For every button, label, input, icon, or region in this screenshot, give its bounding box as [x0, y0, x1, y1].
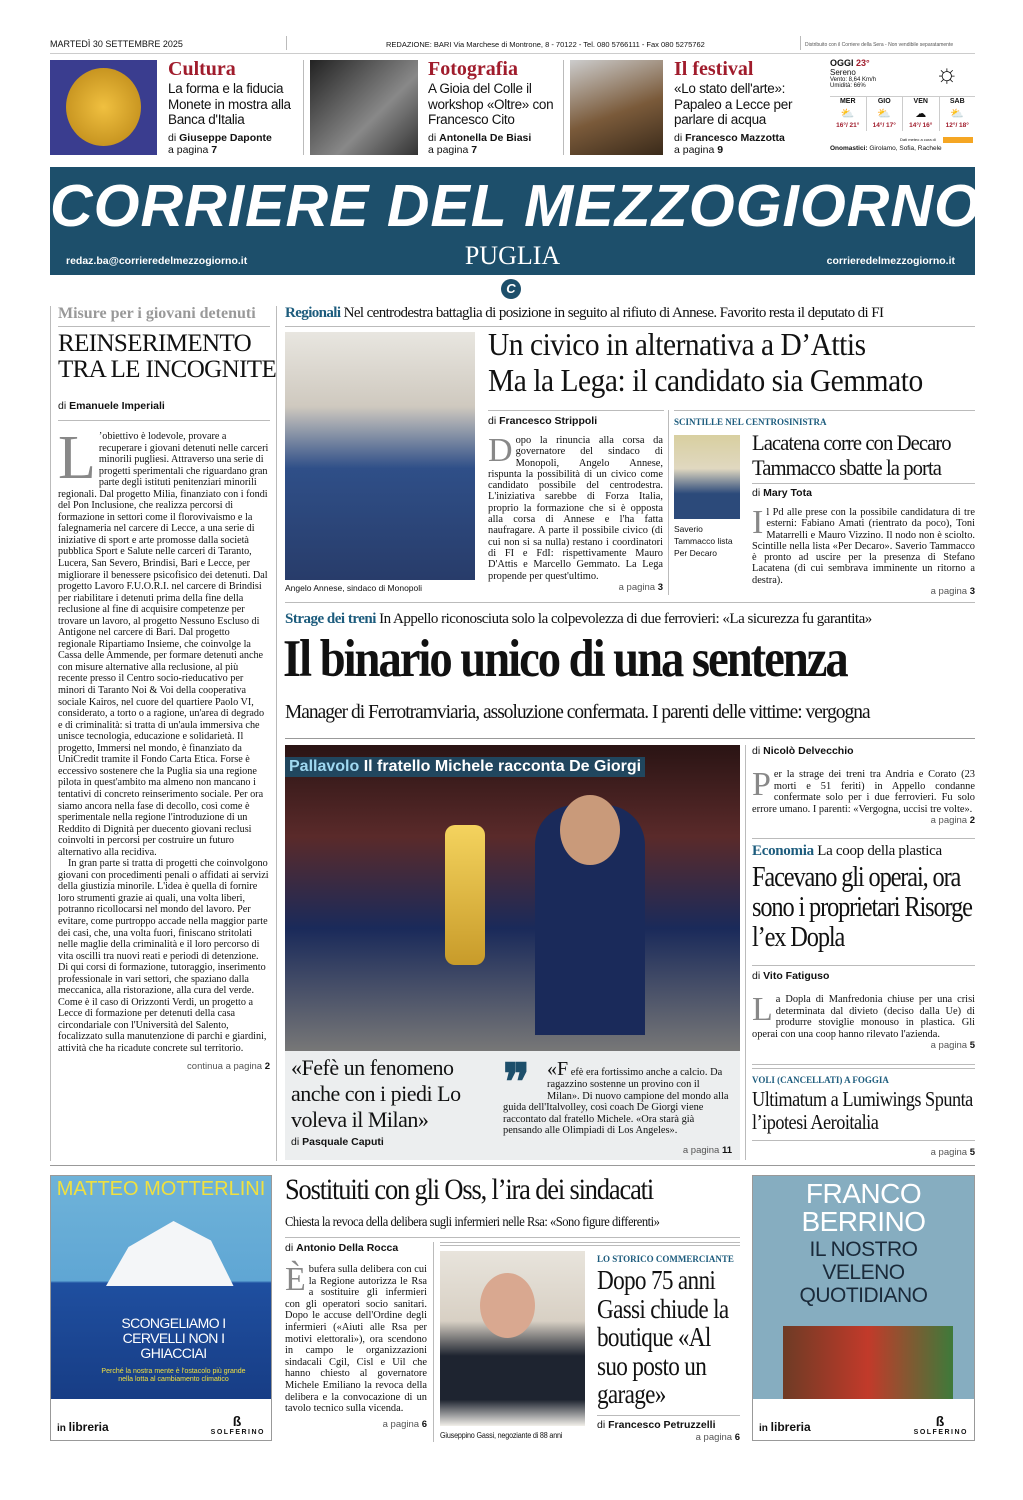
headline-line: Un civico in alternativa a D’Attis — [488, 326, 866, 362]
forecast-temp: 16°/ 21° — [836, 122, 860, 129]
page-ref-label: a pagina — [168, 143, 209, 156]
teaser-title: A Gioia del Colle il workshop «Oltre» con Francesco Cito — [428, 81, 554, 127]
forecast-day: GIO — [877, 98, 891, 105]
page-ref[interactable]: 3 — [969, 586, 975, 598]
page-ref: 7 — [211, 143, 218, 156]
article-body: In gran parte si tratta di progetti che coinvolgono giovani con procedimenti penali o affidati ai servizi della giustizia minorile. L'idea è quella di fornire loro strumenti grazie ai quali, una volta liberi, potranno ricollocarsi nel mondo del lavoro. Per evitare, come purtroppo accade nella maggior parte dei casi, che, una volta fuori, finiscano stritolati nelle maglie della criminalità e il loro percorso di vita oscilli tra nuovi reati e periodi di detenzione. Di qui corsi di formazione, tutoraggio, inserimento professionale in vari settori, che spaziano dalla meccanica, alla ristorazione, alla cura del verde. Come è il caso di Orizzonti Verdi, un progetto a Lecce di formazione per detenuti della casa circondariale con l'Università del Salento, focalizzato sulla manutenzione di parchi e giardini, attività che ha ricadute concrete sul territorio. — [58, 858, 269, 1054]
teaser-author: Giuseppe Daponte — [179, 131, 272, 144]
oss-article — [285, 1242, 427, 1430]
page-ref-label: a pagina — [674, 143, 715, 156]
page-ref[interactable]: 5 — [969, 1147, 975, 1158]
corriere-logo-icon: C — [501, 279, 521, 299]
teaser-title: «Lo stato dell'arte»: Papaleo a Lecce per parlare di acqua — [674, 81, 793, 127]
section-kicker: Strage dei treni — [285, 611, 376, 627]
forecast-day: VEN — [913, 98, 928, 105]
issue-date: MARTEDÌ 30 SETTEMBRE 2025 — [50, 39, 183, 49]
strage-article — [752, 745, 975, 826]
ad-author: FRANCO BERRINO — [801, 1178, 926, 1237]
page-ref[interactable]: 2 — [969, 815, 975, 827]
deck-text: Il fratello Michele racconta De Giorgi — [363, 758, 642, 775]
by-prefix: di — [752, 745, 761, 757]
edition-name: PUGLIA — [464, 241, 561, 270]
article-body: opo la rinuncia alla corsa da governatore del sindaco di Monopoli, Angelo Annese, rispunta la possibilità di un civico come candidato possibile del centrodestra. L'iniziativa sarebbe di Forza Italia, proprio la formazione che si è opposta alla corsa di Annese e l'ha fatta naufragare. A parte il possibile civico (di cui non si sa nulla) restano i coordinatori di FI e FdI: rispettivamente Mauro D'Attis e Marcello Gemmato. La Lega propende per quest'ultimo. — [488, 435, 663, 582]
regionali-headline[interactable] — [488, 326, 923, 398]
page-ref-label: a pagina — [930, 815, 968, 827]
weather-provider-logo — [943, 137, 973, 143]
article-author: Francesco Petruzzelli — [608, 1419, 716, 1431]
weather-source: Dati meteo a cura di — [900, 137, 936, 142]
annese-photo — [285, 332, 475, 580]
economia-deck — [752, 843, 942, 860]
photo-caption: Angelo Annese, sindaco di Monopoli — [285, 583, 423, 593]
weather-today-label: OGGI — [830, 58, 854, 68]
by-prefix: di — [291, 1136, 300, 1148]
gassi-photo — [440, 1251, 585, 1426]
forecast-day: SAB — [949, 98, 965, 105]
solferino-logo-icon: ß — [232, 1413, 243, 1429]
ad-libreria-label: libreria — [770, 1420, 811, 1434]
teaser-author: Francesco Mazzotta — [685, 131, 785, 144]
article-kicker: Misure per i giovani detenuti — [58, 305, 256, 322]
cloudy-drizzle-icon: ⛅ — [877, 108, 892, 120]
page-ref-label: a pagina — [930, 1147, 968, 1158]
deck-text: In Appello riconosciuta solo la colpevolezza di due ferrovieri: «La sicurezza fu garantita» — [379, 611, 872, 627]
section-kicker: LO STORICO COMMERCIANTE — [597, 1254, 734, 1264]
by-prefix: di — [168, 131, 177, 144]
scintille-headline[interactable] — [752, 430, 951, 480]
by-prefix: di — [752, 970, 761, 982]
page-ref-label: a pagina — [618, 581, 656, 593]
onomastici: Girolamo, Sofia, Rachele — [869, 145, 942, 152]
page-ref-label: a pagina — [428, 143, 469, 156]
article-title: TRA LE INCOGNITE — [58, 356, 277, 383]
page-ref-label: a pagina — [930, 586, 968, 598]
vegetables-illustration — [783, 1326, 953, 1399]
page-ref[interactable]: 6 — [734, 1432, 740, 1443]
economia-headline[interactable]: Facevano gli operai, ora sono i proprietari Risorge l’ex Dopla — [752, 862, 972, 953]
by-prefix: di — [674, 131, 683, 144]
forecast-temp: 14°/ 17° — [872, 122, 896, 129]
regionali-article — [488, 415, 663, 593]
headline-line: Tammacco sbatte la porta — [752, 455, 942, 480]
main-subheadline: Manager di Ferrotramviaria, assoluzione confermata. I parenti delle vittime: vergogna — [285, 701, 870, 723]
papaleo-photo — [570, 60, 663, 155]
section-kicker: Economia — [752, 843, 814, 859]
article-author: Nicolò Delvecchio — [763, 745, 854, 757]
main-headline[interactable]: Il binario unico di una sentenza — [283, 630, 847, 688]
quote-box — [285, 1051, 740, 1160]
weather-humidity: Umidità: 66% — [830, 83, 866, 89]
ad-publisher: SOLFERINO — [913, 1429, 968, 1436]
by-prefix: di — [285, 1242, 294, 1254]
regionali-deck — [285, 305, 975, 322]
teaser-kicker: Il festival — [674, 58, 754, 80]
quote-marks-icon: ❞ — [503, 1059, 530, 1095]
article-author: Vito Fatiguso — [763, 970, 830, 982]
drop-cap: I — [752, 504, 764, 541]
article-body: l Pd alle prese con la possibile candidatura di tre esterni: Fabiano Amati (rientrato da poco), Toni Matarrelli e Mauro Vizzino. Il nodo non è sciolto. Scintille nella lista «Per Decaro». Saverio Tammacco è pronto ad uscire per la presenza di Stefano Lacatena (di cui sembrava imminente un ritorno a destra). — [752, 507, 975, 586]
weather-today-temp: 23° — [856, 58, 870, 68]
ad-book-title: SCONGELIAMO I CERVELLI NON I GHIACCIAI — [121, 1315, 226, 1361]
ad-in-label: in — [759, 1423, 768, 1434]
forecast-temp: 12°/ 18° — [945, 122, 969, 129]
ad-publisher: SOLFERINO — [210, 1429, 265, 1436]
headline-line: Lacatena corre con Decaro — [752, 430, 951, 455]
drop-cap: L — [752, 991, 773, 1028]
de-giorgi-photo — [285, 745, 740, 1051]
book-ad-berrino[interactable] — [752, 1175, 975, 1441]
headline-line: Ma la Lega: il candidato sia Gemmato — [488, 362, 923, 398]
deck-text: Nel centrodestra battaglia di posizione in seguito al rifiuto di Annese. Favorito resta il deputato di FI — [343, 305, 884, 321]
drop-cap: D — [488, 432, 513, 469]
article-author: Mary Tota — [763, 487, 812, 499]
article-body: efè era fortissimo anche a calcio. Da ragazzino sostenne un provino con il Milan». Di nuovo campione del mondo alla guida dell'Italvolley, così coach De Giorgi viene raccontato dal fratello Michele. «Ora starà già pensando alle Olimpiadi di Los Angeles». — [503, 1067, 729, 1136]
ad-book-subtitle: Perché la nostra mente è l'ostacolo più grande nella lotta al cambiamento climatico — [101, 1368, 246, 1383]
teaser-title: La forma e la fiducia Monete in mostra alla Banca d'Italia — [168, 81, 291, 127]
scintille-article — [752, 487, 975, 597]
weather-wind: Vento: 8,64 Km/h — [830, 77, 877, 83]
oss-headline[interactable]: Sostituiti con gli Oss, l’ira dei sindacati — [285, 1173, 654, 1206]
pull-quote[interactable]: «Fefè un fenomeno anche con i piedi Lo voleva il Milan» — [291, 1055, 461, 1132]
article-author: Antonio Della Rocca — [296, 1242, 399, 1254]
drop-cap: È — [285, 1261, 306, 1298]
economia-article — [752, 970, 975, 1051]
page-ref: 7 — [471, 143, 478, 156]
drop-cap: «F — [547, 1058, 569, 1080]
section-kicker: Pallavolo — [289, 758, 360, 775]
sun-icon: ☼ — [935, 58, 959, 88]
article-title: REINSERIMENTO — [58, 330, 252, 357]
rain-cloud-icon: ☁ — [915, 108, 927, 120]
article-body: bufera sulla delibera con cui la Regione autorizza le Rsa a sostituire gli infermieri con gli operatori socio sanitari. Dopo le accuse dell'Ordine degli infermieri («Aiuti alle Rsa per motivi elettorali»), ora scendono in campo le organizzazioni sindacali Cgil, Cisl e Uil che hanno chiesto al governatore Michele Emiliano la revoca della delibera e la convocazione di un tavolo tecnico sulla vicenda. — [285, 1264, 427, 1415]
ad-libreria-label: libreria — [68, 1420, 109, 1434]
photo-caption: Giuseppino Gassi, negoziante di 88 anni — [440, 1431, 563, 1440]
weather-condition: Sereno — [830, 68, 856, 77]
by-prefix: di — [597, 1419, 606, 1431]
ad-author: MATTEO MOTTERLINI — [56, 1178, 266, 1200]
voli-headline[interactable]: Ultimatum a Lumiwings Spunta l’ipotesi Aeroitalia — [752, 1087, 973, 1134]
ad-in-label: in — [57, 1423, 66, 1434]
section-kicker: SCINTILLE NEL CENTROSINISTRA — [674, 417, 827, 427]
distribution-note: Distribuito con il Corriere della Sera - Non vendibile separatamente — [805, 42, 954, 48]
by-prefix: di — [428, 131, 437, 144]
teaser-kicker: Cultura — [168, 58, 236, 80]
ad-book-title: IL NOSTRO VELENO QUOTIDIANO — [799, 1238, 928, 1307]
deck-text: La coop della plastica — [817, 843, 942, 859]
page-ref[interactable]: 11 — [721, 1145, 732, 1156]
section-kicker: VOLI (CANCELLATI) A FOGGIA — [752, 1075, 889, 1085]
onomastici-label: Onomastici: — [830, 145, 868, 152]
oss-deck: Chiesta la revoca della delibera sugli infermieri nelle Rsa: «Sono figure differenti» — [285, 1214, 660, 1229]
editorial-article — [58, 305, 277, 1072]
section-kicker: Regionali — [285, 305, 341, 321]
page-ref-label: a pagina — [382, 1418, 420, 1430]
by-prefix: di — [58, 400, 67, 412]
teaser-fotografia[interactable] — [428, 58, 558, 156]
article-body: er la strage dei treni tra Andria e Corato (23 morti e 51 feriti) in Appello condanne confermate solo per i due ferrovieri. Fu solo errore umano. I parenti: «Vergogna, uccisi tre volte». — [752, 769, 975, 815]
drop-cap: P — [752, 766, 771, 803]
page-ref[interactable]: 2 — [264, 1060, 270, 1072]
redazione-email[interactable]: redaz.ba@corrieredelmezzogiorno.it — [66, 255, 248, 267]
article-author: Pasquale Caputi — [302, 1136, 384, 1148]
page-ref-label: a pagina — [695, 1432, 733, 1443]
by-prefix: di — [488, 415, 497, 427]
page-ref-label: a pagina — [682, 1145, 720, 1156]
page-ref: 9 — [717, 143, 724, 156]
teaser-cultura[interactable] — [168, 58, 298, 156]
teaser-author: Antonella De Biasi — [439, 131, 532, 144]
partly-cloudy-icon: ⛅ — [840, 108, 855, 120]
redazione-info: REDAZIONE: BARI Via Marchese di Montrone, 8 - 70122 - Tel. 080 5766111 - Fax 080 5275762 — [386, 40, 705, 49]
page-ref[interactable]: 6 — [421, 1418, 427, 1430]
article-body: a Dopla di Manfredonia chiuse per una crisi determinata dal divieto (deciso dalla Ue) di produrre stoviglie monouso in plastica. Gli operai con una coop hanno rilevato l'azienda. — [752, 994, 975, 1040]
newspaper-title[interactable]: CORRIERE DEL MEZZOGIORNO — [50, 173, 981, 239]
strage-deck — [285, 611, 975, 628]
page-ref[interactable]: 3 — [657, 581, 663, 593]
weather-box — [830, 58, 975, 155]
partly-cloudy-icon: ⛅ — [950, 108, 965, 120]
tammacco-photo — [674, 435, 740, 519]
website-link[interactable]: corrieredelmezzogiorno.it — [826, 255, 955, 267]
page-ref[interactable]: 5 — [969, 1040, 975, 1052]
teaser-kicker: Fotografia — [428, 58, 518, 80]
page-ref-label: a pagina — [930, 1040, 968, 1052]
book-ad-motterlini[interactable] — [50, 1175, 272, 1441]
article-author: Francesco Strippoli — [499, 415, 598, 427]
by-prefix: di — [752, 487, 761, 499]
drop-cap: L — [58, 424, 96, 492]
forecast-day: MER — [839, 98, 856, 105]
photo-caption: Saverio Tammacco lista Per Decaro — [674, 524, 733, 558]
masthead — [50, 167, 981, 275]
article-author: Emanuele Imperiali — [69, 400, 165, 412]
forecast-temp: 14°/ 16° — [909, 122, 933, 129]
coin-photo — [50, 60, 157, 155]
gassi-headline[interactable]: Dopo 75 anni Gassi chiude la boutique «Al suo posto un garage» — [597, 1265, 729, 1409]
teaser-festival[interactable] — [674, 58, 809, 156]
solferino-logo-icon: ß — [935, 1413, 946, 1429]
photographer-photo — [310, 60, 418, 155]
article-body: ’obiettivo è lodevole, provare a recuperare i giovani detenuti nelle carceri minorili pugliesi. Attraverso una serie di progetti sperimentali che riguardano gran parte degli istituti penitenziari minorili regionali. Dal progetto Milia, finanziato con i fondi del Pon Inclusione, che realizza percorsi di formazione in settori come il florovivaismo e la falegnameria nel carcere di Lecce, a una serie di iniziative di sport e arte promosse dalla società pubblica Sport e Salute nelle carceri di Taranto, Lucera, San Severo, Brindisi, Bari e Lecce, per migliorare il benessere psicofisico dei detenuti. Dal progetto Lavoro F.U.O.R.I. nel carcere di Brindisi per riabilitare i detenuti prima della fine della reclusione al fine di acquisire competenze per trovare un lavoro, al progetto Nessuno Escluso di Antigone nel carcere di Bari. Dal progetto regionale Ripartiamo Insieme, che coinvolge la Cassa delle Ammende, per formare detenuti anche con misure alternative alla reclusione, al più recente presso il Centro socio-rieducativo per minori di Taranto Noi & Voi della cooperativa sociale Kairos, nel cuore del quartiere Paolo VI, considerato, a torto o a ragione, un'area di degrado e di criminalità: si tratta di un'aula immersiva che unisce tecnologia, educazione e solidarietà. Il progetto, Immersi nel mondo, è finanziato da UniCredit tramite il Fondo Carta Etica. Forse è eccessivo sostenere che la Puglia sia una regione pilota in quest'ambito ma almeno non mancano i tentativi di concreto reinserimento sociale. Per ora siamo ancora nella fase di decollo, così come è sperimentale nella regione l'introduzione di un Reddito di Dignità per duecento giovani reclusi coinvolti in percorsi per costruire un futuro alternativo alla recidiva. — [58, 431, 269, 858]
page-ref-label: continua a pagina — [187, 1060, 263, 1072]
